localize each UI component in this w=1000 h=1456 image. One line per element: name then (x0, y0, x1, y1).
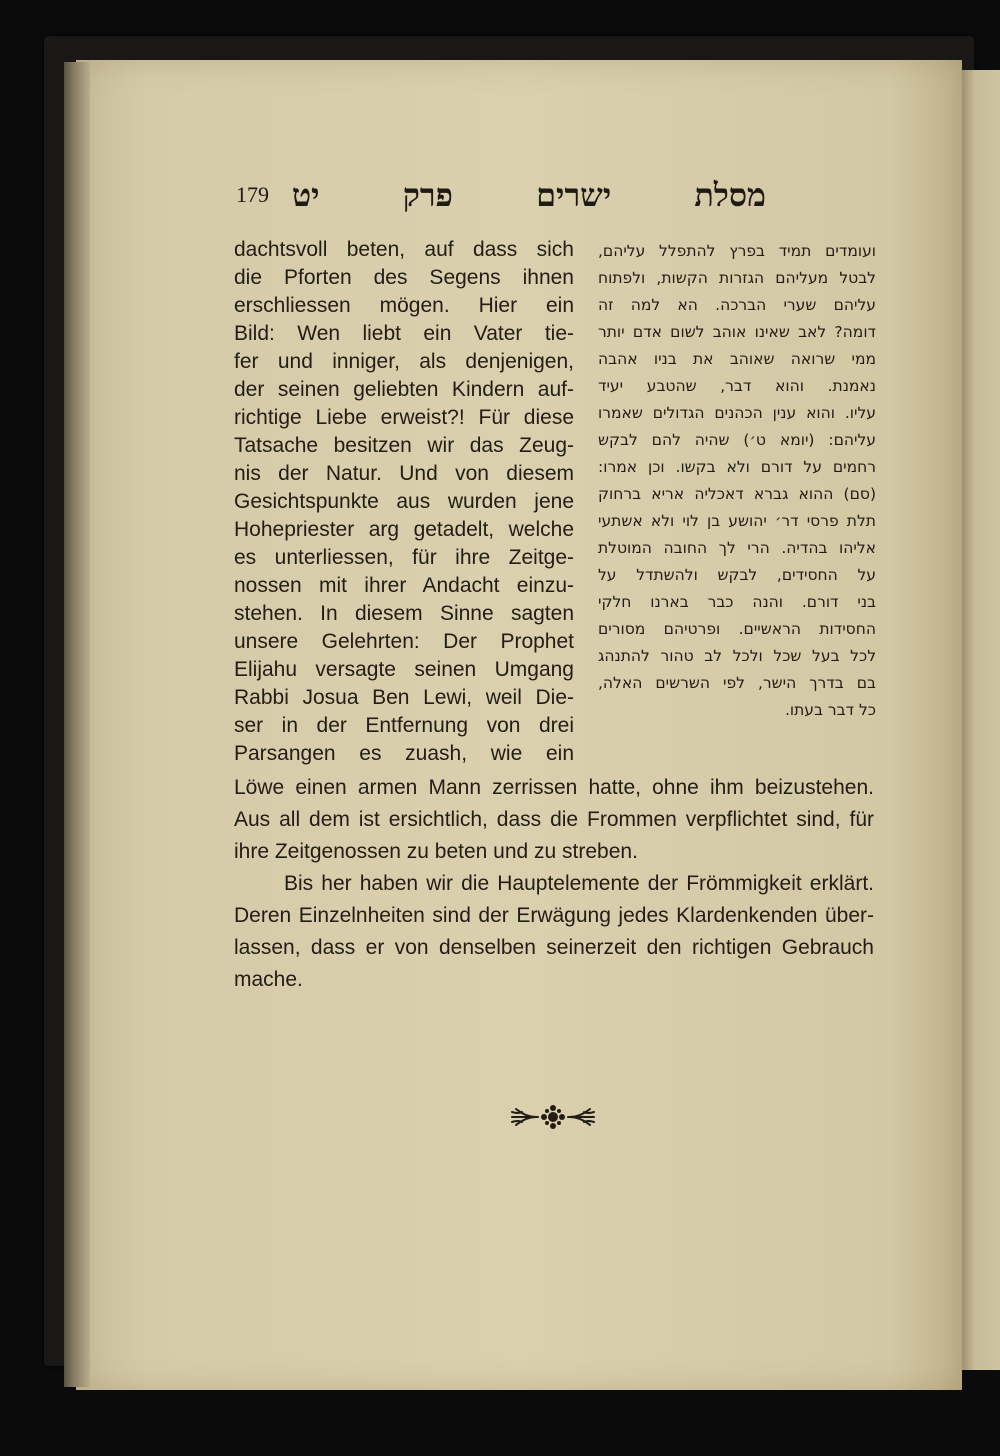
german-line: Elijahu versagte seinen Umgang (234, 658, 574, 681)
german-line: stehen. In diesem Sinne sagten (234, 602, 574, 625)
hebrew-running-title: מסלת ישרים פרק יט (291, 176, 766, 214)
german-line: unsere Gelehrten: Der Prophet (234, 630, 574, 653)
paragraph-line: ihre Zeitgenossen zu beten und zu streben. (234, 840, 638, 863)
paragraph-line: Bis her haben wir die Hauptelemente der Frömmigkeit erklärt. (284, 872, 874, 895)
hebrew-line: רחמים על דורם ולא בקשו. וכן אמרו: (598, 458, 876, 476)
hebrew-line: עליהם: (יומא ט׳) שהיה להם לבקש (598, 431, 876, 449)
hebrew-line: ועומדים תמיד בפרץ להתפלל עליהם, (598, 242, 876, 260)
paragraph-line: lassen, dass er von denselben seinerzeit den richtigen Gebrauch (234, 936, 874, 959)
running-head (236, 176, 766, 220)
german-line: erschliessen mögen. Hier ein (234, 294, 574, 317)
hebrew-line: בם בדרך הישר, לפי השרשים האלה, (598, 674, 876, 692)
hebrew-line: (סם) ההוא גברא דאכליה אריא ברחוק (598, 485, 876, 503)
hebrew-line: דומה? לאב שאינו אוהב לשום אדם יותר (598, 323, 876, 341)
hebrew-line: לכל בעל שכל ולכל לב טהור להתנהג (598, 647, 876, 665)
german-line: die Pforten des Segens ihnen (234, 266, 574, 289)
german-line: der seinen geliebten Kindern auf- (234, 378, 574, 401)
german-line: Bild: Wen liebt ein Vater tie- (234, 322, 574, 345)
german-line: Rabbi Josua Ben Lewi, weil Die- (234, 686, 574, 709)
german-line: ser in der Entfernung von drei (234, 714, 574, 737)
hebrew-line: החסידות הראשיים. ופרטיהם מסורים (598, 620, 876, 638)
german-line: richtige Liebe erweist?! Für diese (234, 406, 574, 429)
hebrew-line: תלת פרסי דר׳ יהושע בן לוי ולא אשתעי (598, 512, 876, 530)
page-number: 179 (236, 182, 269, 207)
spine-gutter (64, 62, 90, 1387)
hebrew-line: בני דורם. והנה כבר בארנו חלקי (598, 593, 876, 611)
german-line: Tatsache besitzen wir das Zeug- (234, 434, 574, 457)
german-line: Parsangen es zuash, wie ein (234, 742, 574, 765)
german-line: nis der Natur. Und von diesem (234, 462, 574, 485)
paragraph-line: mache. (234, 968, 303, 991)
german-line: es unterliessen, für ihre Zeitge- (234, 546, 574, 569)
paragraph-line: Löwe einen armen Mann zerrissen hatte, ohne ihm beizustehen. (234, 776, 874, 799)
hebrew-line: לבטל מעליהם הגזרות הקשות, ולפתוח (598, 269, 876, 287)
german-line: Hohepriester arg getadelt, welche (234, 518, 574, 541)
hebrew-text-column (598, 238, 876, 724)
floral-fleuron-icon (508, 1100, 598, 1134)
full-width-paragraph (234, 772, 874, 996)
adjacent-page-edge (958, 70, 1000, 1370)
hebrew-line: על החסידים, לבקש ולהשתדל על (598, 566, 876, 584)
paragraph-line: Deren Einzelnheiten sind der Erwägung jedes Klardenkenden über- (234, 904, 874, 927)
hebrew-line: כל דבר בעתו. (784, 701, 876, 719)
german-line: Gesichtspunkte aus wurden jene (234, 490, 574, 513)
hebrew-line: ממי שרואה שאוהב את בניו אהבה (598, 350, 876, 368)
german-line: dachtsvoll beten, auf dass sich (234, 238, 574, 261)
german-line: fer und inniger, als denjenigen, (234, 350, 574, 373)
hebrew-line: עליהם שערי הברכה. הא למה זה (598, 296, 876, 314)
german-line: nossen mit ihrer Andacht einzu- (234, 574, 574, 597)
paragraph-line: Aus all dem ist ersichtlich, dass die Frommen verpflichtet sind, für (234, 808, 874, 831)
german-translation-column (234, 236, 574, 768)
hebrew-line: אליהו בהדיה. הרי לך החובה המוטלת (598, 539, 876, 557)
hebrew-line: נאמנת. והוא דבר, שהטבע יעיד (598, 377, 876, 395)
hebrew-line: עליו. והוא ענין הכהנים הגדולים שאמרו (598, 404, 876, 422)
